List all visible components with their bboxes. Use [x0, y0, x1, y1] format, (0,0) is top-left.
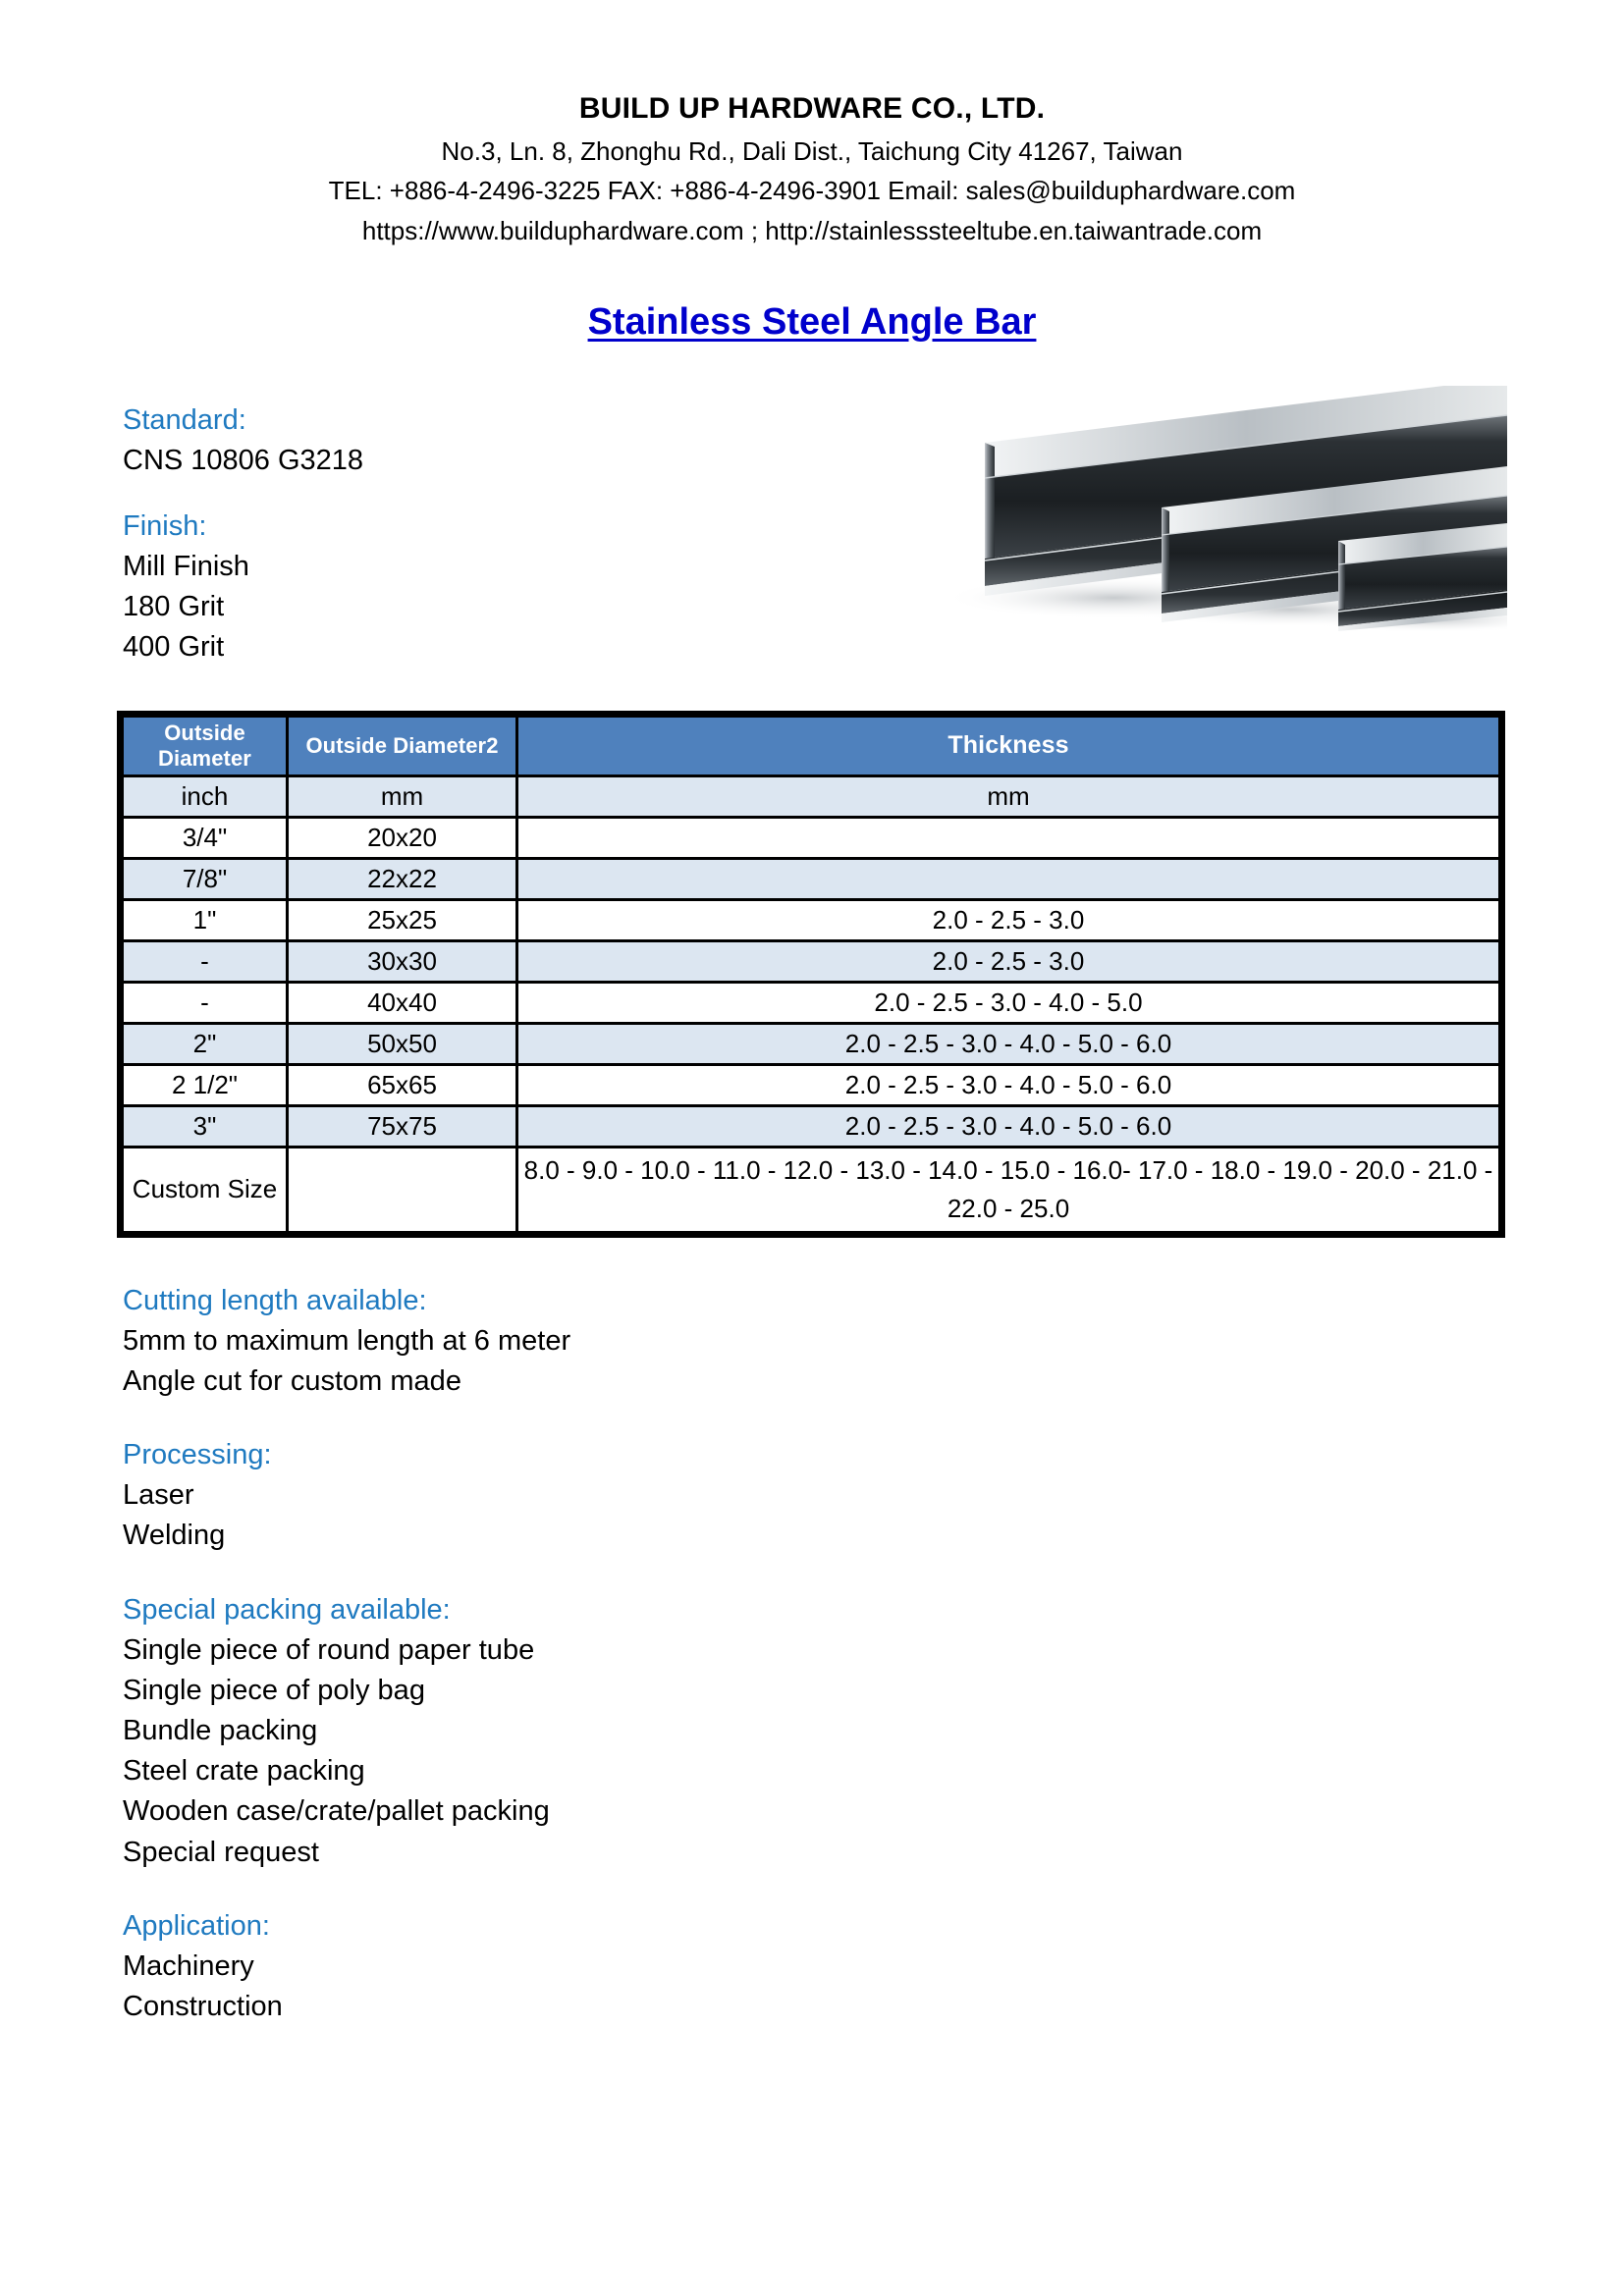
table-row: [123, 1064, 1500, 1105]
cell-thickness: 2.0 - 2.5 - 3.0 - 4.0 - 5.0 - 6.0: [517, 1023, 1500, 1064]
table-row: [123, 1105, 1500, 1147]
page-title: Stainless Steel Angle Bar: [587, 300, 1037, 343]
cell-thickness: 2.0 - 2.5 - 3.0: [517, 940, 1500, 982]
section-item: Welding: [123, 1520, 226, 1552]
table-row: [123, 1023, 1500, 1064]
unit-thickness: mm: [517, 775, 1500, 817]
section-special-packing: [123, 1590, 1624, 1873]
unit-inch: inch: [123, 775, 288, 817]
section-heading: Processing:: [123, 1439, 272, 1471]
section-heading: Application:: [123, 1909, 270, 1942]
cell-inch: 2": [123, 1023, 288, 1064]
specification-table-wrap: [117, 711, 1505, 1238]
specification-table: [121, 715, 1501, 1234]
angle-bar-3: [1338, 523, 1507, 631]
cell-mm: 40x40: [288, 982, 517, 1023]
table-body: [123, 775, 1500, 1232]
section-item: Machinery: [123, 1949, 254, 1982]
cell-inch: Custom Size: [123, 1147, 288, 1232]
section-item: Single piece of round paper tube: [123, 1633, 535, 1666]
table-row: [123, 982, 1500, 1023]
cell-mm: 30x30: [288, 940, 517, 982]
finish-heading: Finish:: [123, 509, 207, 542]
section-heading: Special packing available:: [123, 1593, 451, 1626]
section-item: Wooden case/crate/pallet packing: [123, 1795, 550, 1828]
cell-mm: 20x20: [288, 817, 517, 858]
company-address: No.3, Ln. 8, Zhonghu Rd., Dali Dist., Taichung City 41267, Taiwan: [441, 135, 1183, 166]
detail-sections: [123, 1281, 1624, 2028]
cell-thickness: [517, 858, 1500, 899]
table-row: [123, 940, 1500, 982]
column-header-outside-diameter: Outside Diameter: [123, 716, 288, 775]
angle-bar-illustration: [938, 386, 1507, 631]
cell-inch: 3": [123, 1105, 288, 1147]
section-item: Steel crate packing: [123, 1755, 365, 1788]
table-row-custom-size: [123, 1147, 1500, 1232]
section-item: Bundle packing: [123, 1715, 318, 1747]
cell-inch: 7/8": [123, 858, 288, 899]
finish-value: 400 Grit: [123, 631, 225, 664]
cell-thickness: [517, 817, 1500, 858]
cell-mm: 22x22: [288, 858, 517, 899]
table-row: [123, 899, 1500, 940]
company-name: BUILD UP HARDWARE CO., LTD.: [578, 92, 1046, 125]
cell-inch: 3/4": [123, 817, 288, 858]
page-title-wrap: [0, 301, 1624, 344]
section-item: Special request: [123, 1836, 319, 1868]
table-header-row: [123, 716, 1500, 775]
standard-heading: Standard:: [123, 403, 246, 436]
section-item: 5mm to maximum length at 6 meter: [123, 1324, 571, 1357]
table-unit-row: [123, 775, 1500, 817]
cell-thickness: 2.0 - 2.5 - 3.0 - 4.0 - 5.0 - 6.0: [517, 1064, 1500, 1105]
section-application: [123, 1906, 1624, 2028]
cell-thickness: 2.0 - 2.5 - 3.0 - 4.0 - 5.0 - 6.0: [517, 1105, 1500, 1147]
finish-value: 180 Grit: [123, 591, 225, 623]
cell-mm: 25x25: [288, 899, 517, 940]
cell-inch: -: [123, 940, 288, 982]
cell-mm: [288, 1147, 517, 1232]
column-header-thickness: Thickness: [517, 716, 1500, 775]
cell-thickness: 8.0 - 9.0 - 10.0 - 11.0 - 12.0 - 13.0 - 14.0 - 15.0 - 16.0- 17.0 - 18.0 - 19.0 - 20.0 - 21.0 - 22.0 - 25.0: [517, 1147, 1500, 1232]
section-item: Angle cut for custom made: [123, 1364, 461, 1397]
company-websites: https://www.builduphardware.com ; http://stainlesssteeltube.en.taiwantrade.com: [361, 215, 1263, 245]
spec-section: [0, 400, 1624, 666]
letterhead: [0, 0, 1624, 250]
company-contact: TEL: +886-4-2496-3225 FAX: +886-4-2496-3901 Email: sales@builduphardware.com: [328, 176, 1296, 206]
cell-mm: 75x75: [288, 1105, 517, 1147]
unit-mm: mm: [288, 775, 517, 817]
section-processing: [123, 1435, 1624, 1557]
section-heading: Cutting length available:: [123, 1284, 427, 1316]
table-head: [123, 716, 1500, 775]
section-item: Laser: [123, 1479, 194, 1512]
cell-inch: 2 1/2": [123, 1064, 288, 1105]
cell-thickness: 2.0 - 2.5 - 3.0 - 4.0 - 5.0: [517, 982, 1500, 1023]
standard-value: CNS 10806 G3218: [123, 444, 364, 476]
product-photo-angle-bars: [938, 386, 1507, 631]
section-item: Single piece of poly bag: [123, 1674, 425, 1706]
section-item: Construction: [123, 1991, 283, 2023]
table-row: [123, 858, 1500, 899]
cell-inch: 1": [123, 899, 288, 940]
cell-mm: 65x65: [288, 1064, 517, 1105]
section-cutting-length: [123, 1281, 1624, 1403]
cell-mm: 50x50: [288, 1023, 517, 1064]
finish-value: Mill Finish: [123, 551, 249, 583]
cell-inch: -: [123, 982, 288, 1023]
cell-thickness: 2.0 - 2.5 - 3.0: [517, 899, 1500, 940]
table-row: [123, 817, 1500, 858]
column-header-outside-diameter2: Outside Diameter2: [288, 716, 517, 775]
